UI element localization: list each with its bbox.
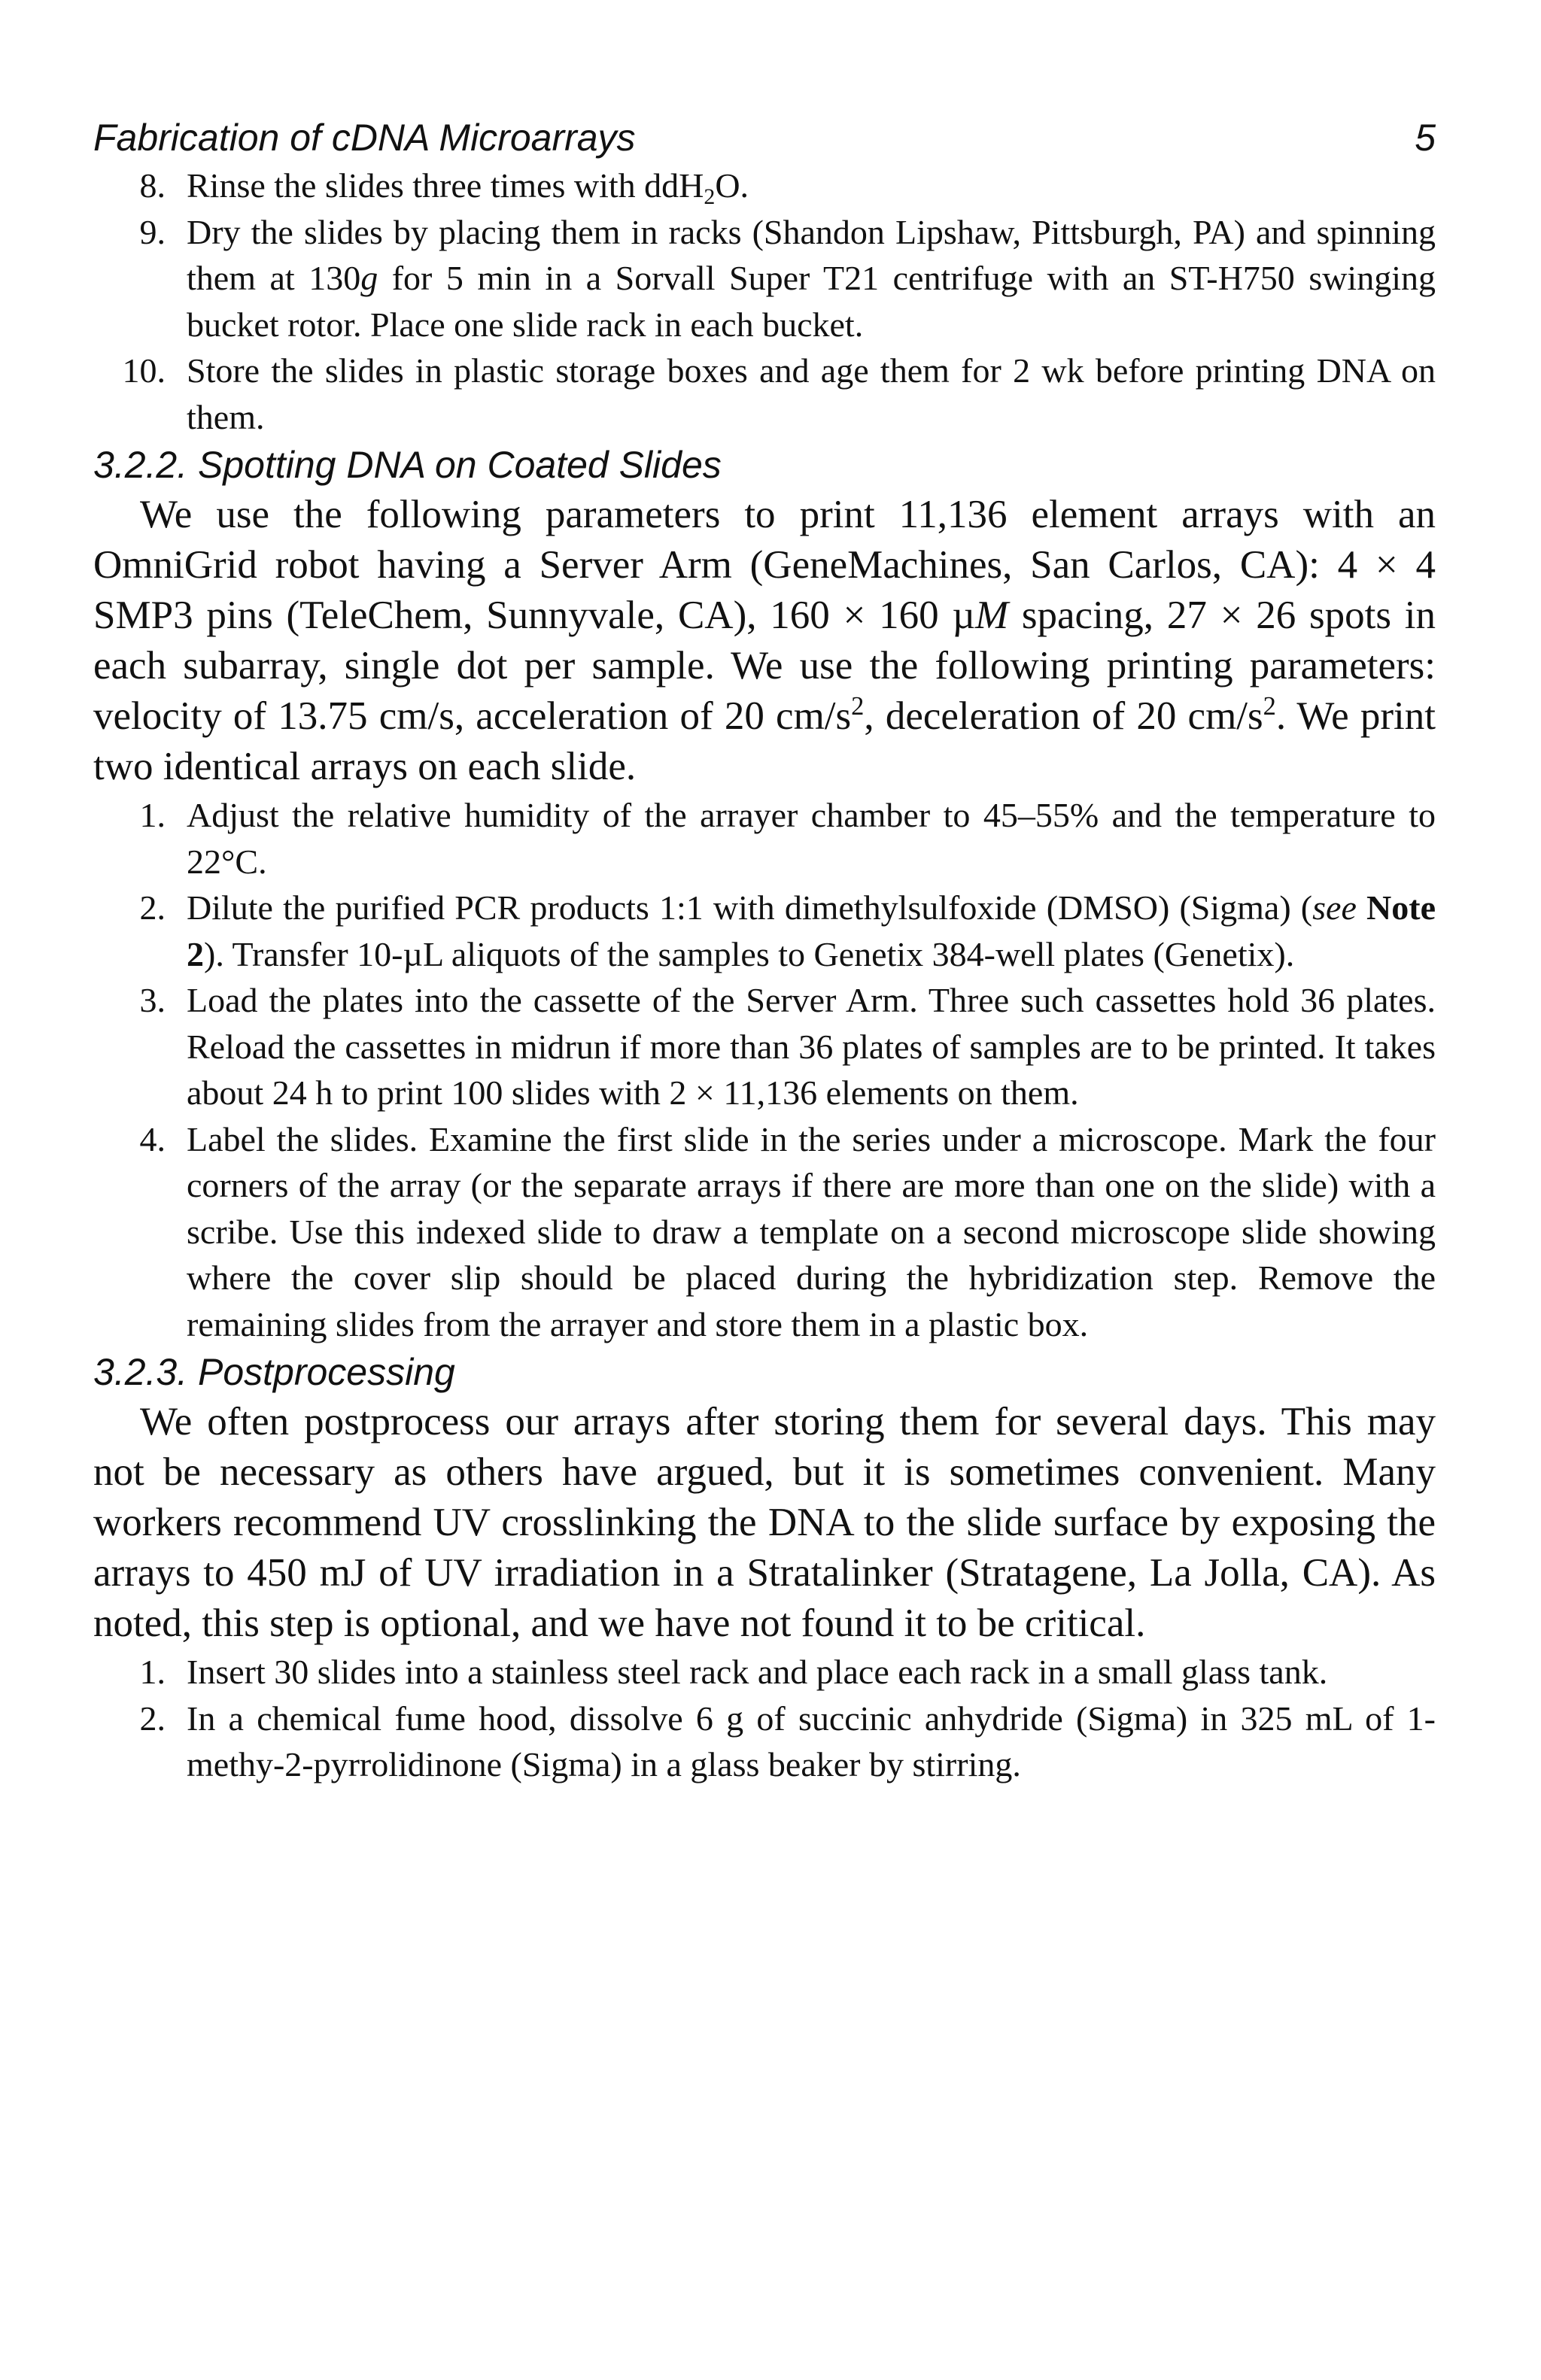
note-reference: Note 2 bbox=[187, 888, 1436, 973]
body-paragraph-spotting bbox=[93, 490, 1436, 792]
superscript: 2 bbox=[851, 692, 865, 721]
list-item bbox=[93, 977, 1436, 1116]
protocol-steps-spotting bbox=[93, 792, 1436, 1347]
list-item bbox=[93, 162, 1436, 209]
paragraph-text: . We print two identical arrays on each slide. bbox=[93, 694, 1436, 788]
paragraph-text: , deceleration of 20 cm/s bbox=[864, 694, 1263, 738]
list-item bbox=[93, 1649, 1436, 1695]
list-item bbox=[93, 792, 1436, 885]
step-number: 8. bbox=[139, 166, 166, 205]
step-text: Rinse the slides three times with ddH bbox=[187, 166, 704, 205]
superscript: 2 bbox=[1263, 692, 1276, 721]
list-item bbox=[93, 209, 1436, 348]
section-heading-spotting: 3.2.2. Spotting DNA on Coated Slides bbox=[93, 444, 722, 486]
list-item bbox=[93, 885, 1436, 977]
step-number: 1. bbox=[139, 796, 166, 834]
subscript: 2 bbox=[704, 184, 716, 209]
step-number: 10. bbox=[122, 351, 166, 390]
book-page bbox=[93, 113, 1436, 1788]
paragraph-text: spacing, 27 × 26 spots in each subarray, single dot per sample. We use the following printing parameters: velocity of 13.75 cm/s, acceleration of 20 cm/s bbox=[93, 593, 1436, 738]
list-item bbox=[93, 1116, 1436, 1348]
step-text: In a chemical fume hood, dissolve 6 g of succinic anhydride (Sigma) in 325 mL of 1-methy-2-pyrrolidinone (Sigma) in a glass beaker by stirring. bbox=[187, 1698, 1436, 1783]
step-text: ). Transfer 10-µL aliquots of the samples to Genetix 384-well plates (Genetix). bbox=[204, 934, 1295, 973]
step-text bbox=[1357, 888, 1366, 927]
page-number: 5 bbox=[1415, 117, 1436, 159]
step-text: Load the plates into the cassette of the Server Arm. Three such cassettes hold 36 plates. Reload the cassettes in midrun if more than 36 plates of samples are to be printed. It takes about 24 h to print 100 slides with 2 × 11,136 elements on them. bbox=[187, 981, 1436, 1112]
body-paragraph-postprocessing: We often postprocess our arrays after storing them for several days. This may not be necessary as others have argued, but it is sometimes convenient. Many workers recommend UV crosslinking the DNA to the slide surface by exposing the arrays to 450 mJ of UV irradiation in a Stratalinker (Stratagene, La Jolla, CA). As noted, this step is optional, and we have not found it to be critical. bbox=[93, 1400, 1436, 1645]
step-text: O. bbox=[715, 166, 749, 205]
step-number: 9. bbox=[139, 212, 166, 251]
list-item bbox=[93, 1695, 1436, 1788]
step-text: Dilute the purified PCR products 1:1 with dimethylsulfoxide (DMSO) (Sigma) ( bbox=[187, 888, 1313, 927]
step-number: 4. bbox=[139, 1119, 166, 1158]
step-text: Dry the slides by placing them in racks (Shandon Lipshaw, Pittsburgh, PA) and spinning them at 130 bbox=[187, 212, 1436, 297]
protocol-steps-postprocessing bbox=[93, 1649, 1436, 1788]
step-text: Insert 30 slides into a stainless steel rack and place each rack in a small glass tank. bbox=[187, 1653, 1328, 1691]
step-number: 2. bbox=[139, 888, 166, 927]
section-heading-postprocessing: 3.2.3. Postprocessing bbox=[93, 1351, 455, 1393]
step-text: Label the slides. Examine the first slide in the series under a microscope. Mark the four corners of the array (or the separate arrays if there are more than one on the slide) with a scribe. Use this indexed slide to draw a template on a second microscope slide showing where the cover slip should be placed during the hybridization step. Remove the remaining slides from the arrayer and store them in a plastic box. bbox=[187, 1119, 1436, 1343]
step-text: for 5 min in a Sorvall Super T21 centrifuge with an ST-H750 swinging bucket rotor. Place one slide rack in each bucket. bbox=[187, 259, 1436, 344]
italic-text: see bbox=[1312, 888, 1357, 927]
italic-text: g bbox=[360, 259, 378, 297]
step-number: 3. bbox=[139, 981, 166, 1019]
step-text: Store the slides in plastic storage boxes and age them for 2 wk before printing DNA on them. bbox=[187, 351, 1436, 436]
protocol-steps-slide-coating bbox=[93, 162, 1436, 440]
paragraph-text: We use the following parameters to print 11,136 element arrays with an OmniGrid robot having a Server Arm (GeneMachines, San Carlos, CA): 4 × 4 SMP3 pins (TeleChem, Sunnyvale, CA), 160 × 160 µ bbox=[93, 493, 1436, 637]
step-text: Adjust the relative humidity of the arrayer chamber to 45–55% and the temperature to 22°C. bbox=[187, 796, 1436, 881]
italic-text: M bbox=[974, 593, 1009, 637]
step-number: 2. bbox=[139, 1698, 166, 1738]
running-head bbox=[93, 113, 1436, 162]
step-number: 1. bbox=[139, 1653, 166, 1691]
list-item bbox=[93, 348, 1436, 440]
running-head-title: Fabrication of cDNA Microarrays bbox=[93, 117, 636, 159]
